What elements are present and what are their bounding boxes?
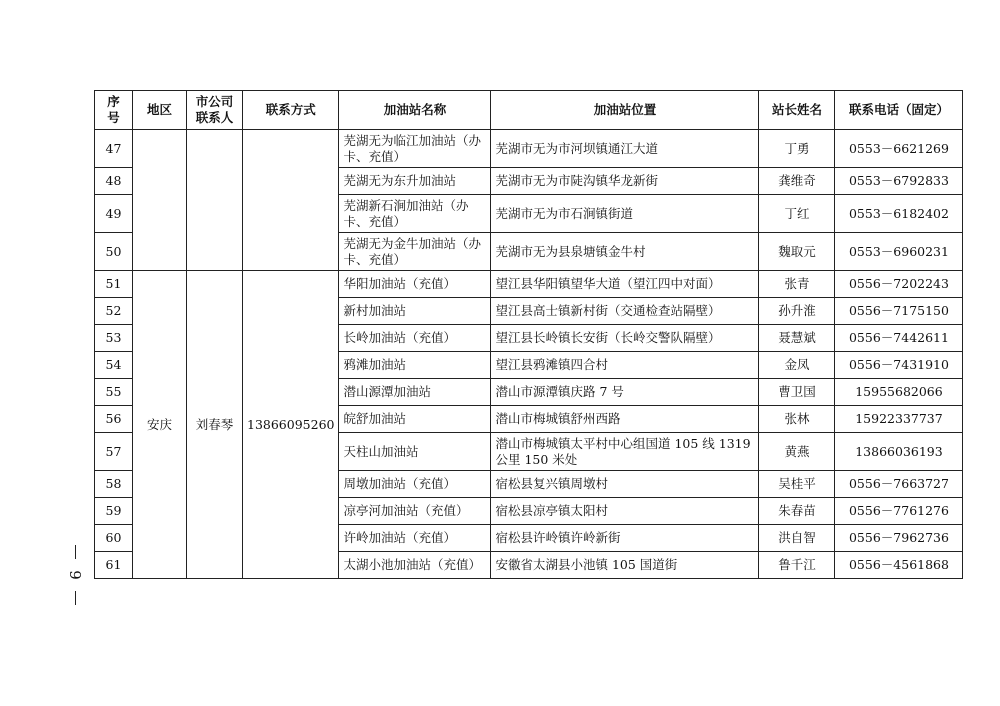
- station-name: 周墩加油站（充值）: [339, 471, 491, 498]
- station-phone: 0553－6792833: [835, 168, 963, 195]
- station-name: 华阳加油站（充值）: [339, 271, 491, 298]
- station-manager: 金凤: [759, 352, 835, 379]
- station-manager: 丁红: [759, 195, 835, 233]
- station-location: 芜湖市无为市河坝镇通江大道: [491, 130, 759, 168]
- column-header: 加油站位置: [491, 91, 759, 130]
- station-phone: 13866036193: [835, 433, 963, 471]
- row-number: 53: [95, 325, 133, 352]
- column-header: 序 号: [95, 91, 133, 130]
- row-number: 61: [95, 552, 133, 579]
- row-number: 49: [95, 195, 133, 233]
- station-name: 许岭加油站（充值）: [339, 525, 491, 552]
- station-phone: 15922337737: [835, 406, 963, 433]
- column-header: 联系电话（固定）: [835, 91, 963, 130]
- row-number: 60: [95, 525, 133, 552]
- row-number: 54: [95, 352, 133, 379]
- station-name: 潜山源潭加油站: [339, 379, 491, 406]
- contact-person-cell: 刘春琴: [187, 271, 243, 579]
- station-manager: 洪自智: [759, 525, 835, 552]
- table-header-row: [95, 91, 963, 130]
- contact-phone-cell: [243, 130, 339, 271]
- station-phone: 0556－7663727: [835, 471, 963, 498]
- station-manager: 鲁千江: [759, 552, 835, 579]
- station-phone: 0556－7442611: [835, 325, 963, 352]
- station-location: 安徽省太湖县小池镇 105 国道街: [491, 552, 759, 579]
- table-row: [95, 130, 963, 168]
- row-number: 59: [95, 498, 133, 525]
- contact-person-cell: [187, 130, 243, 271]
- row-number: 50: [95, 233, 133, 271]
- station-name: 芜湖无为金牛加油站（办卡、充值）: [339, 233, 491, 271]
- station-manager: 朱春苗: [759, 498, 835, 525]
- column-header: 联系方式: [243, 91, 339, 130]
- station-phone: 0556－7175150: [835, 298, 963, 325]
- station-name: 芜湖无为东升加油站: [339, 168, 491, 195]
- station-location: 芜湖市无为县泉塘镇金牛村: [491, 233, 759, 271]
- row-number: 56: [95, 406, 133, 433]
- station-manager: 魏取元: [759, 233, 835, 271]
- station-phone: 0553－6182402: [835, 195, 963, 233]
- page-number-value: 9: [65, 570, 84, 580]
- row-number: 57: [95, 433, 133, 471]
- row-number: 48: [95, 168, 133, 195]
- page-number-dash: [75, 591, 76, 605]
- row-number: 58: [95, 471, 133, 498]
- table-row: [95, 271, 963, 298]
- station-phone: 0556－4561868: [835, 552, 963, 579]
- station-manager: 黄燕: [759, 433, 835, 471]
- gas-station-table: [94, 90, 963, 579]
- station-name: 凉亭河加油站（充值）: [339, 498, 491, 525]
- page-number: [64, 545, 86, 605]
- column-header: 加油站名称: [339, 91, 491, 130]
- station-location: 芜湖市无为市陡沟镇华龙新街: [491, 168, 759, 195]
- column-header: 地区: [133, 91, 187, 130]
- region-cell: 安庆: [133, 271, 187, 579]
- station-manager: 丁勇: [759, 130, 835, 168]
- table-body: [95, 130, 963, 579]
- station-manager: 孙升淮: [759, 298, 835, 325]
- column-header: 市公司 联系人: [187, 91, 243, 130]
- column-header: 站长姓名: [759, 91, 835, 130]
- station-name: 鸦滩加油站: [339, 352, 491, 379]
- row-number: 52: [95, 298, 133, 325]
- station-manager: 吴桂平: [759, 471, 835, 498]
- station-name: 新村加油站: [339, 298, 491, 325]
- station-location: 宿松县许岭镇许岭新街: [491, 525, 759, 552]
- station-location: 潜山市源潭镇庆路 7 号: [491, 379, 759, 406]
- station-name: 长岭加油站（充值）: [339, 325, 491, 352]
- station-location: 宿松县凉亭镇太阳村: [491, 498, 759, 525]
- station-name: 芜湖无为临江加油站（办卡、充值）: [339, 130, 491, 168]
- station-location: 望江县高士镇新村街（交通检查站隔壁）: [491, 298, 759, 325]
- station-manager: 张青: [759, 271, 835, 298]
- station-phone: 0556－7202243: [835, 271, 963, 298]
- row-number: 47: [95, 130, 133, 168]
- station-manager: 张林: [759, 406, 835, 433]
- station-phone: 0553－6621269: [835, 130, 963, 168]
- station-manager: 曹卫国: [759, 379, 835, 406]
- station-phone: 0556－7761276: [835, 498, 963, 525]
- station-location: 潜山市梅城镇太平村中心组国道 105 线 1319 公里 150 米处: [491, 433, 759, 471]
- station-location: 望江县华阳镇望华大道（望江四中对面）: [491, 271, 759, 298]
- row-number: 51: [95, 271, 133, 298]
- station-location: 潜山市梅城镇舒州西路: [491, 406, 759, 433]
- contact-phone-cell: 13866095260: [243, 271, 339, 579]
- station-name: 太湖小池加油站（充值）: [339, 552, 491, 579]
- station-phone: 15955682066: [835, 379, 963, 406]
- region-cell: [133, 130, 187, 271]
- station-name: 皖舒加油站: [339, 406, 491, 433]
- station-location: 宿松县复兴镇周墩村: [491, 471, 759, 498]
- row-number: 55: [95, 379, 133, 406]
- station-manager: 聂慧斌: [759, 325, 835, 352]
- station-name: 天柱山加油站: [339, 433, 491, 471]
- station-manager: 龚维奇: [759, 168, 835, 195]
- page-number-dash: [75, 545, 76, 559]
- station-name: 芜湖新石涧加油站（办卡、充值）: [339, 195, 491, 233]
- station-location: 芜湖市无为市石涧镇街道: [491, 195, 759, 233]
- station-location: 望江县长岭镇长安街（长岭交警队隔壁）: [491, 325, 759, 352]
- station-phone: 0556－7962736: [835, 525, 963, 552]
- station-location: 望江县鸦滩镇四合村: [491, 352, 759, 379]
- station-phone: 0553－6960231: [835, 233, 963, 271]
- station-phone: 0556－7431910: [835, 352, 963, 379]
